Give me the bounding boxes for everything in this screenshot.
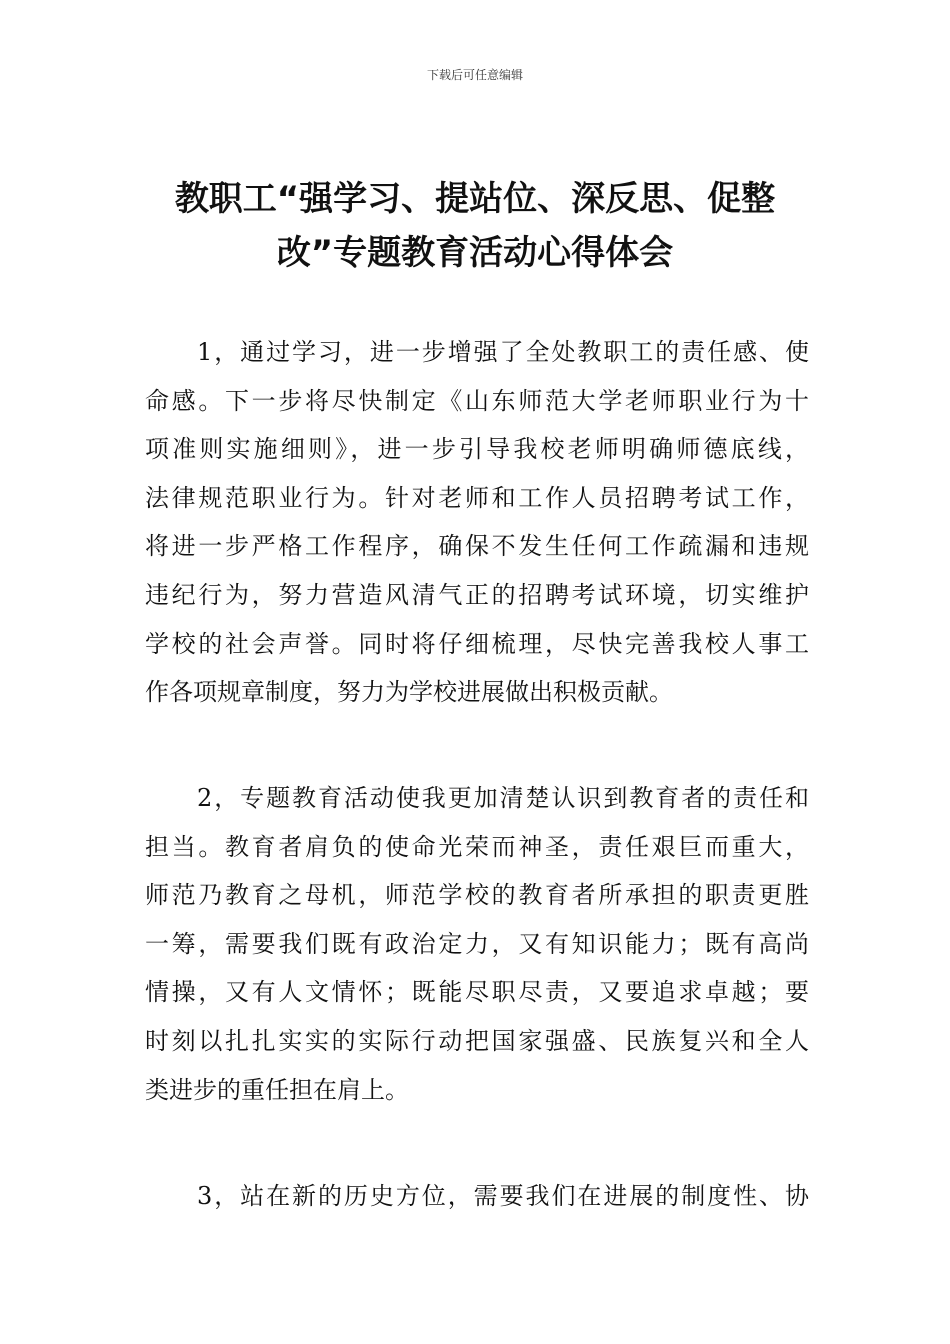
paragraph-line: 2，专题教育活动使我更加清楚认识到教育者的责任和 [197,784,809,812]
paragraph-2 [145,774,809,1114]
paragraph-line: 作各项规章制度，努力为学校进展做出积极贡献。 [145,678,673,707]
paragraph-line: 学校的社会声誉。同时将仔细梳理，尽快完善我校人事工 [145,629,809,658]
title-line-2: 改”专题教育活动心得体会 [276,233,674,273]
paragraph-line: 3，站在新的历史方位，需要我们在进展的制度性、协 [197,1182,809,1210]
paragraph-line: 违纪行为，努力营造风清气正的招聘考试环境，切实维护 [145,580,809,609]
title-line-1: 教职工“强学习、提站位、深反思、促整 [174,179,776,219]
paragraph-3 [145,1172,809,1221]
header-note: 下载后可任意编辑 [426,68,523,82]
paragraph-line: 命感。下一步将尽快制定《山东师范大学老师职业行为十 [145,386,809,415]
paragraph-line: 法律规范职业行为。针对老师和工作人员招聘考试工作， [145,483,809,512]
paragraph-line: 情操，又有人文情怀；既能尽职尽责，又要追求卓越；要 [145,978,809,1007]
paragraph-line: 一筹，需要我们既有政治定力，又有知识能力；既有高尚 [145,929,809,958]
paragraph-line: 时刻以扎扎实实的实际行动把国家强盛、民族复兴和全人 [145,1026,809,1055]
document-title [130,172,820,280]
paragraph-line: 担当。教育者肩负的使命光荣而神圣，责任艰巨而重大， [145,832,809,861]
paragraph-line: 将进一步严格工作程序，确保不发生任何工作疏漏和违规 [145,532,809,561]
paragraph-line: 1，通过学习，进一步增强了全处教职工的责任感、使 [197,338,809,366]
paragraph-line: 项准则实施细则》，进一步引导我校老师明确师德底线， [145,435,809,464]
paragraph-1 [145,328,809,717]
paragraph-line: 师范乃教育之母机，师范学校的教育者所承担的职责更胜 [145,881,809,910]
paragraph-line: 类进步的重任担在肩上。 [145,1075,409,1104]
